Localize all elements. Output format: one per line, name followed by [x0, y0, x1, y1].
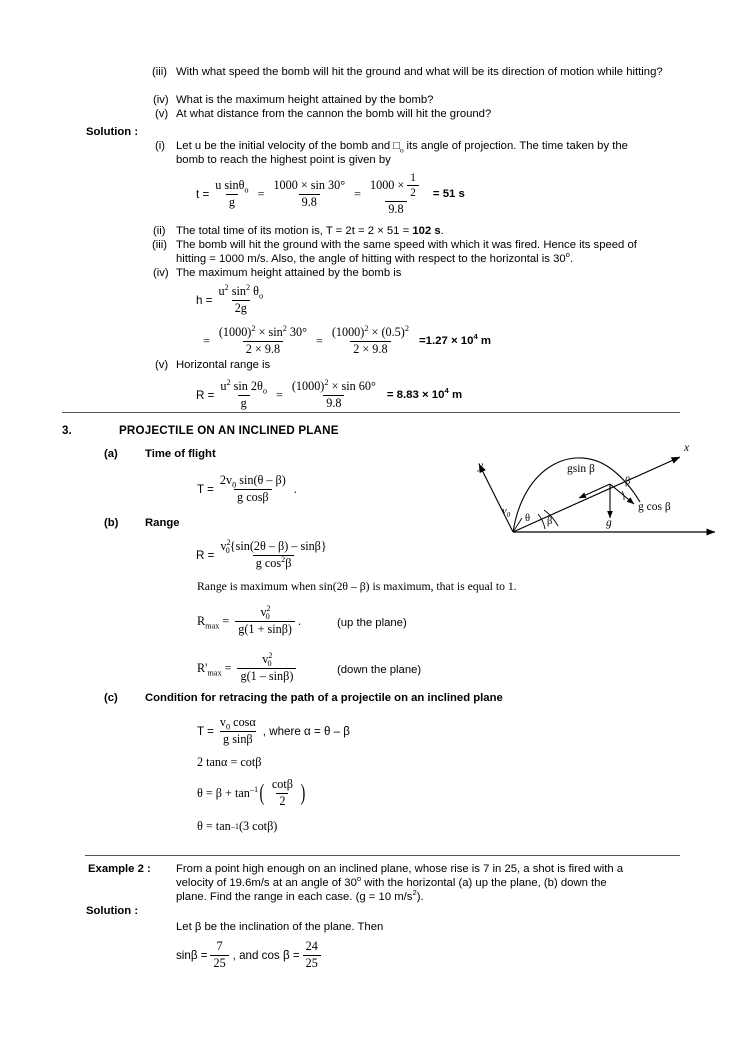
result-exponent: 4 — [444, 386, 449, 396]
example-line2-a: velocity of 19.6m/s at an angle of 30 — [176, 877, 357, 889]
frac-den: g — [226, 194, 238, 210]
frac-num — [217, 377, 270, 396]
fraction-24-over-25 — [303, 940, 321, 970]
item-ii-result: 102 s — [412, 225, 441, 237]
eq-t-result: = 51 s — [432, 188, 465, 200]
solution-item-marker-ii: (ii) — [153, 225, 166, 237]
num-05-sup: 2 — [404, 323, 409, 333]
item-i-text-a: Let u be the initial velocity of the bomb and — [176, 140, 391, 152]
frac-den: 2 × 9.8 — [243, 341, 283, 357]
fraction-range — [217, 537, 329, 570]
solution-label-1: Solution : — [86, 126, 139, 138]
result-unit: m — [451, 389, 463, 401]
eq-t-lhs: t = — [196, 187, 210, 201]
label-x-axis: x — [684, 442, 690, 454]
item-iii-text-c: . — [569, 253, 574, 265]
item-iii-text-a: hitting = 1000 m/s. Also, the angle of hitting with respect to the horizontal is 30 — [176, 253, 566, 265]
frac-num: 24 — [305, 938, 318, 953]
eq-R-lhs: R = — [196, 388, 215, 402]
inclined-plane-diagram — [462, 432, 724, 548]
num-sin2theta: sin 2θ — [233, 378, 263, 393]
subsection-b-letter: (b) — [104, 517, 119, 529]
eq-sinbeta-lhs: sinβ = — [176, 948, 208, 962]
degree-sup: o — [356, 874, 362, 884]
x-axis-inclined-line — [513, 457, 680, 532]
theta-eq-text: θ = tan — [197, 819, 231, 833]
num-v-sup: 2 — [266, 603, 271, 613]
num-v: v — [260, 604, 267, 619]
y-axis-line — [479, 464, 513, 532]
frac-num-sub: o — [244, 185, 249, 195]
item-ii-text-b: . — [440, 225, 444, 237]
subsection-c-letter: (c) — [104, 692, 118, 704]
subsection-a-letter: (a) — [104, 448, 118, 460]
g-symbol: g — [638, 501, 644, 513]
square-sup: 2 — [412, 888, 417, 898]
num-v-sub: 0 — [225, 722, 231, 732]
eq-mid-text: , and cos β = — [232, 948, 300, 962]
fraction-rmax-down — [237, 650, 296, 683]
num-u: u — [220, 378, 227, 393]
item-ii-text-a: The total time of its motion is, T = 2t = 2 × 51 = — [176, 225, 410, 237]
frac-den: 2 — [276, 793, 288, 809]
inner-fraction-one-half — [407, 172, 419, 200]
eq-R-equals: = — [276, 387, 283, 402]
theta-box-glyph: □ — [392, 140, 400, 152]
num-v: v — [262, 651, 269, 666]
caption-up-the-plane: (up the plane) — [337, 617, 407, 629]
fraction-u2sin2theta-over-2g — [215, 282, 266, 315]
solution-item-iv-text: The maximum height attained by the bomb is — [176, 267, 402, 279]
num-v-sup: 2 — [268, 650, 273, 660]
solution-label-2: Solution : — [86, 905, 139, 917]
frac-num — [217, 474, 289, 489]
question-text-iii: With what speed the bomb will hit the ground and what will be its direction of motion while hitting? — [176, 66, 663, 78]
solution-item-marker-i: (i) — [155, 140, 166, 152]
result-mantissa: = 8.83 × 10 — [386, 389, 445, 401]
frac-num — [212, 179, 251, 194]
equation-theta-beta-arctan — [197, 776, 307, 810]
degree-sup: o — [565, 250, 570, 260]
den-beta: β — [285, 555, 292, 570]
example-line-3 — [176, 890, 424, 904]
sin-beta-text: sin β — [572, 463, 595, 475]
caption-down-the-plane: (down the plane) — [337, 664, 422, 676]
eq-Tc-tail: , where α = θ – β — [262, 724, 350, 738]
num-v: v — [220, 538, 227, 553]
R-subscript: max — [205, 620, 220, 630]
label-theta: θ — [525, 513, 531, 524]
solution-item-i-line1 — [176, 139, 686, 153]
frac-den: 25 — [303, 955, 321, 971]
eq-Tc-lhs: T = — [197, 724, 214, 738]
theta-subscript: o — [399, 145, 404, 155]
example-line-1: From a point high enough on an inclined plane, whose rise is 7 in 25, a shot is fired with a — [176, 863, 624, 875]
g-cos-beta-vector — [610, 484, 634, 504]
num-30deg: 30° — [289, 324, 307, 339]
g-symbol: g — [567, 463, 573, 475]
frac-num: 7 — [216, 938, 223, 953]
equation-rmax-up — [197, 604, 301, 638]
result-mantissa: =1.27 × 10 — [418, 335, 474, 347]
eq-t-equals-2: = — [354, 186, 361, 201]
num-1000-sup: 2 — [364, 323, 369, 333]
num-theta: θ — [253, 283, 259, 298]
num-u: u — [218, 283, 225, 298]
num-v-sub: 0 — [267, 659, 272, 669]
frac-den: 25 — [210, 955, 228, 971]
R-prime-subscript: max — [207, 667, 222, 677]
equation-rmax-down — [197, 651, 299, 685]
frac-num: cotβ — [271, 776, 293, 791]
frac-num — [217, 716, 259, 731]
equation-horizontal-range — [196, 377, 462, 413]
angle-arc-theta — [538, 514, 545, 529]
frac-den — [253, 555, 295, 571]
frac-num — [289, 377, 379, 395]
question-marker-iii: (iii) — [152, 66, 168, 78]
question-text-v: At what distance from the cannon the bomb will hit the ground? — [176, 108, 492, 120]
solution-item-i-line2: bomb to reach the highest point is given by — [176, 154, 391, 166]
solution-item-iii-line1: The bomb will hit the ground with the same speed with which it was fired. Hence its speed of — [176, 239, 637, 251]
eq-Rmax-equals: = — [222, 613, 230, 628]
equation-retrace-period — [197, 714, 350, 748]
solution-item-v-text: Horizontal range is — [176, 359, 271, 371]
label-y-axis: y — [478, 460, 484, 472]
example-divider — [85, 855, 680, 856]
cos-beta-text: cos β — [646, 501, 671, 513]
label-v0 — [502, 506, 511, 520]
frac-den: 2 × 9.8 — [350, 341, 390, 357]
subsection-a-title: Time of flight — [145, 448, 216, 460]
eq-h-result — [418, 332, 492, 347]
equation-range-inclined — [196, 538, 333, 572]
frac-num — [215, 282, 266, 301]
fraction-R-eval — [289, 377, 379, 410]
frac-num-text: u sinθ — [215, 177, 245, 192]
example-line3-c: ). — [416, 891, 424, 903]
frac-num — [217, 537, 329, 556]
frac-num-text: 1000 × — [370, 177, 405, 192]
question-marker-v: (v) — [155, 108, 169, 120]
label-g-cos-beta — [638, 501, 671, 513]
eq-Rmax2-equals: = — [224, 660, 232, 675]
frac-den: g cosβ — [234, 489, 272, 505]
section-number: 3. — [62, 424, 72, 437]
label-g-vertical: g — [606, 517, 612, 529]
label-beta-incline: β — [625, 476, 631, 487]
example-solution-line-1: Let β be the inclination of the plane. Then — [176, 921, 384, 933]
equation-theta-arctan-3cot: θ = tan –1 (3 cotβ) — [197, 819, 278, 833]
num-v-sub: 0 — [232, 480, 237, 490]
num-1000: (1000) — [218, 324, 252, 339]
eq-Rmax-lhs — [197, 614, 219, 629]
fraction-eval-2 — [329, 323, 412, 356]
eq-Rmax-period: . — [297, 613, 302, 628]
num-sin: sin(θ – β) — [239, 472, 286, 487]
num-u-sup: 2 — [226, 377, 231, 387]
section-divider-top — [62, 412, 680, 413]
eq-theta-lhs — [197, 786, 258, 801]
example-line3-a: plane. Find the range in each case. (g = 10 m/s — [176, 891, 413, 903]
num-sin-sup: 2 — [245, 282, 251, 292]
eq-T-period: . — [293, 481, 297, 496]
frac-den: 9.8 — [385, 201, 406, 217]
frac-num — [367, 172, 425, 201]
num-sin: × sin — [258, 324, 283, 339]
equation-2tan-alpha: 2 tanα = cotβ — [197, 755, 262, 769]
eq-h-lhs: h = — [196, 293, 213, 307]
fraction-7-over-25 — [210, 940, 228, 970]
arctan-arg: (3 cotβ) — [238, 819, 278, 833]
num-1000: (1000) — [331, 324, 365, 339]
solution-item-marker-v: (v) — [155, 359, 169, 371]
num-sin60: × sin 60° — [331, 378, 376, 393]
fraction-retrace-T — [217, 716, 259, 746]
eq-R-result — [386, 386, 463, 401]
arctan-sup: –1 — [249, 784, 259, 794]
num-2v: 2v — [219, 472, 233, 487]
equation-time-of-flight — [197, 472, 297, 506]
num-1000: (1000) — [291, 378, 325, 393]
num-cos-alpha: cosα — [233, 714, 256, 729]
fraction-usin-over-g — [212, 179, 251, 209]
equation-time-to-apex — [196, 171, 465, 216]
v0-symbol: v — [502, 506, 507, 517]
right-paren: ) — [300, 779, 306, 806]
result-unit: m — [480, 335, 492, 347]
fraction-rmax-up — [235, 603, 295, 636]
fraction-time-of-flight — [217, 474, 289, 504]
question-text-iv: What is the maximum height attained by the bomb? — [176, 94, 434, 106]
label-g-sin-beta — [567, 463, 595, 475]
label-beta-base: β — [547, 516, 553, 527]
eq-h2-equals-2: = — [315, 333, 323, 348]
fraction-u2sin2theta-over-g — [217, 377, 270, 410]
question-marker-iv: (iv) — [153, 94, 169, 106]
eq-Range-lhs: R = — [196, 548, 215, 562]
example-line2-c: with the horizontal (a) up the plane, (b) down the — [361, 877, 607, 889]
R-symbol: R — [197, 613, 206, 628]
frac-den: g(1 – sinβ) — [237, 668, 296, 684]
example-line-2 — [176, 876, 607, 890]
range-maximum-note: Range is maximum when sin(2θ – β) is maximum, that is equal to 1. — [197, 580, 517, 593]
eq-Rmax2-lhs — [197, 661, 222, 676]
frac-den: 2 — [407, 185, 419, 200]
section-title: PROJECTILE ON AN INCLINED PLANE — [119, 424, 339, 437]
frac-den: 2g — [232, 300, 250, 316]
frac-num: 1000 × sin 30° — [273, 177, 346, 192]
frac-num — [216, 323, 310, 341]
num-theta-sub: o — [259, 291, 264, 301]
fraction-cot-beta-over-2 — [269, 778, 296, 808]
equation-sin-cos-beta — [176, 938, 324, 972]
fraction-1000sin30-over-98 — [270, 179, 348, 209]
num-theta-sub: o — [262, 386, 267, 396]
frac-den: g(1 + sinβ) — [235, 621, 295, 637]
solution-item-marker-iv: (iv) — [153, 267, 169, 279]
eq-t-equals-1: = — [257, 186, 265, 201]
frac-num — [257, 603, 272, 622]
frac-den: g sinβ — [220, 731, 256, 747]
num-v-sub: 0 — [265, 612, 270, 622]
v0-subscript: 0 — [506, 511, 511, 520]
item-i-text-b: its angle of projection. The time taken by the — [406, 140, 628, 152]
solution-item-ii-text — [176, 224, 444, 238]
den-sup: 2 — [281, 554, 286, 564]
num-v: v — [219, 714, 226, 729]
frac-num: 1 — [410, 171, 416, 184]
num-1000-sup: 2 — [251, 323, 256, 333]
left-paren: ( — [259, 779, 265, 806]
frac-den: 9.8 — [299, 194, 320, 210]
num-05: × (0.5) — [371, 324, 405, 339]
example-label: Example 2 : — [88, 863, 151, 875]
solution-item-marker-iii: (iii) — [152, 239, 168, 251]
num-u-sup: 2 — [224, 282, 229, 292]
theta-eq-text: θ = β + tan — [197, 785, 250, 800]
result-exponent: 4 — [473, 332, 478, 342]
eq-h2-equals-1: = — [203, 333, 210, 348]
subsection-c-title: Condition for retracing the path of a projectile on an inclined plane — [145, 692, 503, 704]
R-prime-symbol: R' — [197, 660, 208, 675]
frac-num — [329, 323, 412, 341]
num-v-sup: 2 — [226, 537, 231, 547]
num-sin-sup: 2 — [282, 323, 287, 333]
fraction-eval-1 — [216, 323, 310, 356]
fraction-1000half-over-98 — [367, 172, 425, 217]
den-gcos: g cos — [255, 555, 282, 570]
frac-den: g — [238, 395, 250, 411]
equation-max-height-eval — [200, 323, 491, 359]
subsection-b-title: Range — [145, 517, 180, 529]
eq-T-lhs: T = — [197, 482, 214, 496]
frac-num — [259, 650, 274, 669]
num-sin: sin — [231, 283, 246, 298]
solution-item-iii-line2 — [176, 252, 573, 266]
num-braces: {sin(2θ – β) – sinβ} — [229, 538, 327, 553]
frac-den: 9.8 — [323, 395, 344, 411]
equation-max-height — [196, 282, 269, 315]
num-1000-sup: 2 — [324, 377, 329, 387]
num-v-sub: 0 — [225, 546, 230, 556]
